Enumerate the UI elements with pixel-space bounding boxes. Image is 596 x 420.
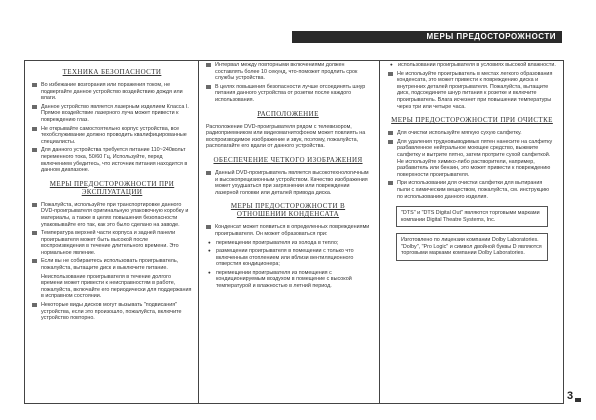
section-title-condensation: МЕРЫ ПРЕДОСТОРОЖНОСТИ В ОТНОШЕНИИ КОНДЕНСАТА (230, 202, 346, 219)
bullet-item: Интервал между повторными включениями должен составлять более 10 секунд, что-поможет продлить срок службы устройства. (206, 62, 370, 82)
paragraph: Расположение DVD-проигрывателя рядом с телевизором, радиоприемником или видеомагнитофоном может повлиять на воспроизводимое изображение и звук, поэтому, пожалуйста, располагайте его вдали от данного устройства. (206, 123, 366, 150)
bullet-item: В целях повышения безопасности лучше отсоединять шнур питания данного устройства от розетки после каждого использования. (206, 84, 370, 104)
page-header: МЕРЫ ПРЕДОСТОРОЖНОСТИ (292, 31, 562, 43)
column-divider (198, 60, 199, 404)
column-right (388, 62, 556, 261)
bullet-item: Данное устройство является лазерным изделием Класса I. Прямое воздействие лазерного луча может привести к повреждению глаз. (32, 104, 192, 124)
bullet-item: Если вы не собираетесь использовать проигрыватель, пожалуйста, вытащите диск и выключите питание. (32, 258, 192, 271)
column-divider (379, 60, 380, 404)
bullet-item: Для удаления трудновыводимых пятен нанесите на салфетку разбавленное нейтральное моющее средство, выжмите салфетку и вытрите пятно, затем протрите сухой салфеткой. Не используйте химико-либо растворители, например, разбавитель или бензин, это может привести к повреждению поверхности проигрывателя. (388, 139, 556, 179)
dot-item: ● использовании проигрывателя в условиях высокой влажности. (388, 62, 556, 69)
trademark-box-dolby: Изготовлено по лицензии компании Dolby Laboratories. "Dolby", "Pro Logic" и символ двойной буквы D являются торговыми марками компании Dolby Laboratories. (396, 233, 548, 261)
bullet-item: Пожалуйста, используйте при транспортировке данного DVD-проигрывателя оригинальную упаковочную коробку и материалы, а также в целях повышения безопасности упаковывайте его так, как это было сделано на заводе. (32, 202, 192, 228)
bullet-item: Для данного устройства требуется питание 110~240вольт переменного тока, 50/60 Гц, Используйте, перед включением убедитесь, что источник питания находится в данном диапазоне. (32, 147, 192, 173)
section-title-cleaning: МЕРЫ ПРЕДОСТОРОЖНОСТИ ПРИ ОЧИСТКЕ (391, 116, 553, 125)
page-number: 3 (567, 390, 574, 402)
column-left (32, 62, 192, 324)
dot-item: ● перемещении проигрывателя из холода в тепло; (206, 240, 370, 247)
bullet-item: Температура верхней части корпуса и задней панели проигрывателя может быть высокой после воспроизведения в течение длительного времени. Это нормальное явление. (32, 230, 192, 256)
dot-item: ● размещении проигрывателя в помещении с только что включенным отоплением или вблизи вентиляционного отверстия кондиционера; (206, 248, 370, 268)
section-title-operation: МЕРЫ ПРЕДОСТОРОЖНОСТИ ПРИ ЭКСПЛУАТАЦИИ (49, 179, 175, 196)
trademark-box-dts: "DTS" и "DTS Digital Out" являются торговыми марками компании Digital Theatre Systems, Inc. (396, 206, 548, 227)
bullet-item: Некоторые виды дисков могут вызывать "подвисания" устройства, если это произошло, пожалуйста, включите устройство повторно. (32, 302, 192, 322)
section-title-placement: РАСПОЛОЖЕНИЕ (257, 109, 319, 118)
paragraph: Неиспользование проигрывателя в течение долгого времени может привести к неисправностям в работе, пожалуйста, включайте его периодически для поддержания в исправном состоянии. (41, 273, 192, 300)
bullet-item: Не открывайте самостоятельно корпус устройства, все техобслуживание должно проводить квалифицированные специалисты. (32, 126, 192, 146)
section-title-picture: ОБЕСПЕЧЕНИЕ ЧЕТКОГО ИЗОБРАЖЕНИЯ (213, 155, 363, 164)
bullet-item: Конденсат может появиться в определенных повреждениями проигрывателя. Он может образоваться при: (206, 224, 370, 237)
column-middle (206, 62, 370, 292)
bullet-item: Для очистки используйте мягкую сухую салфетку. (388, 130, 556, 137)
page-marker (575, 398, 581, 402)
dot-item: ● перемещении проигрывателя из помещения с кондиционируемым воздухом в помещение с высокой температурой и влажностью в летний период. (206, 270, 370, 290)
section-title-safety: ТЕХНИКА БЕЗОПАСНОСТИ (62, 68, 162, 76)
bullet-item: При использовании для очистки салфетки для вытирания пыли с химическим веществом, пожалуйста, см. инструкцию по использованию данного изделия. (388, 180, 556, 200)
bullet-item: Во избежание возгорания или поражения током, не подвергайте данное устройство воздействию дождя или влаги. (32, 82, 192, 102)
bullet-item: Данный DVD-проигрыватель является высокотехнологичным и высокопрецизионным устройством. Качество изображения может ухудшаться при загрязнении или повреждении лазерной головки или деталей привода диска. (206, 170, 370, 196)
bullet-item: Не используйте проигрыватель в местах легкого образования конденсата, это может привести к повреждению диска и внутренних деталей проигрывателя. Пожалуйста, вытащите диск, подсоедините шнур питания к розетке и включите проигрыватель. Влага исчезнет при повышении температуры через три или четыре часа. (388, 71, 556, 111)
